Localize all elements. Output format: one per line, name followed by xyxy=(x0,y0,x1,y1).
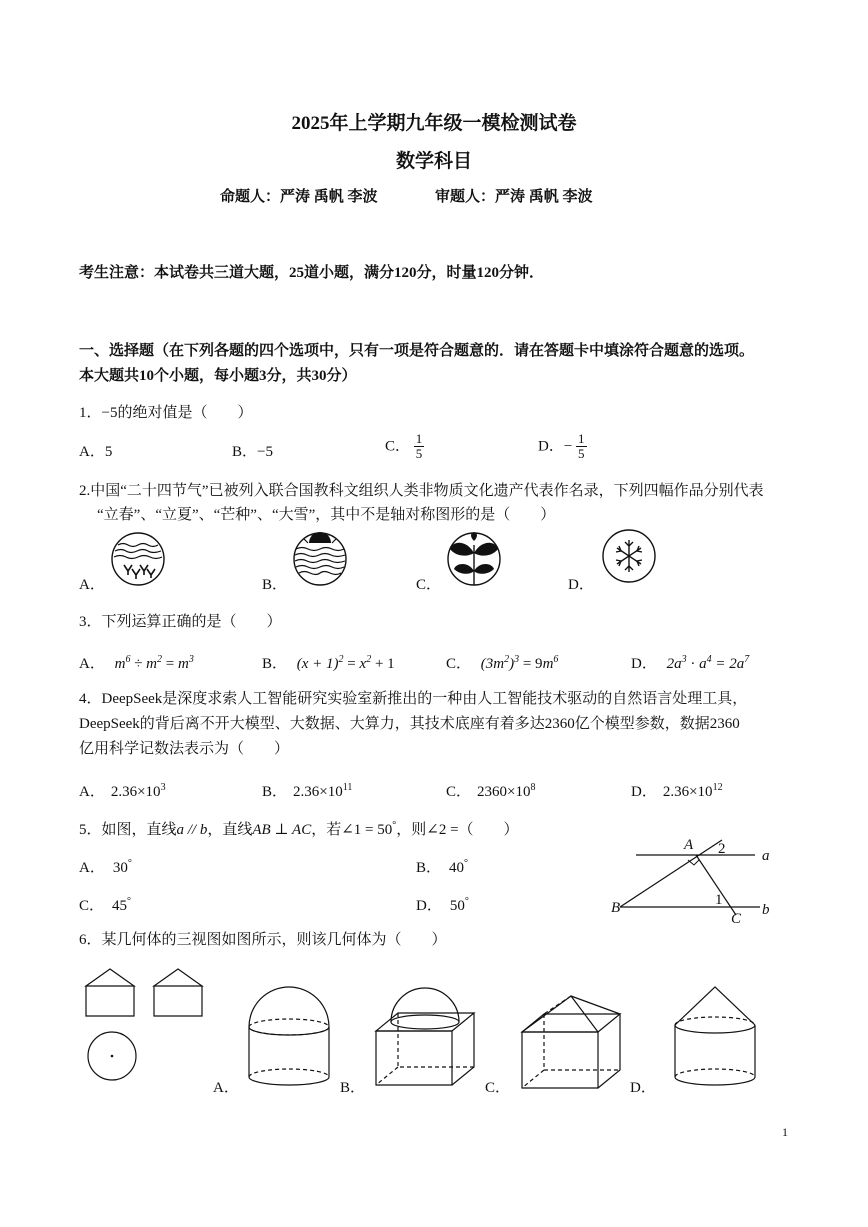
q1-option-d xyxy=(538,432,587,461)
q6-label-a: A． xyxy=(213,1080,239,1096)
solar-term-mangzhong-figure xyxy=(446,531,502,587)
q3-c-t6: 6 xyxy=(553,654,559,665)
q3-a-expression xyxy=(115,656,194,672)
q3-option-d xyxy=(631,649,749,675)
q4-c-label: C． xyxy=(446,784,472,800)
q3-option-a xyxy=(79,649,194,675)
q3-b-t1: 2 xyxy=(338,654,344,665)
page-number: 1 xyxy=(782,1125,788,1139)
q5-a-label: A． xyxy=(79,860,105,876)
q5-stem xyxy=(79,815,519,841)
q6-option-b-solid xyxy=(374,991,478,1087)
q2-label-a: A． xyxy=(79,577,105,593)
q3-d-t1: 3 xyxy=(681,654,687,665)
q3-d-t4: 4 xyxy=(706,654,712,665)
q2-label-d: D． xyxy=(568,577,594,593)
q4-a-base: 2.36×10 xyxy=(110,784,161,800)
q5-stem-end: ，则∠2 =（ ） xyxy=(396,822,519,838)
q5-stem-perp: AB ⊥ AC xyxy=(252,822,312,838)
q5-stem-degree: ° xyxy=(392,820,397,831)
q5-a-value: 30 xyxy=(112,860,128,876)
q2-stem-line1: 2.中国“二十四节气”已被列入联合国教科文组织人类非物质文化遗产代表作名录，下列四幅作品分别代表 xyxy=(79,483,764,499)
q3-b-t3: x xyxy=(359,656,367,672)
q5-d-value: 50 xyxy=(449,898,465,914)
solar-term-lixia-figure xyxy=(292,531,348,587)
q3-d-t5: = 2a xyxy=(711,656,745,672)
q1-option-d-label: D．− xyxy=(538,438,573,455)
q6-option-a-solid xyxy=(247,983,331,1091)
q5-a-degree: ° xyxy=(127,858,132,869)
right-angle-mark xyxy=(688,860,699,865)
q1-d-denominator: 5 xyxy=(578,446,585,461)
q4-option-a xyxy=(79,777,166,803)
q5-angle-2-label: 2 xyxy=(718,841,726,857)
q3-a-t0: m xyxy=(114,656,126,672)
q6-stem: 6．某几何体的三视图如图所示，则该几何体为（ ） xyxy=(79,932,447,948)
q3-option-b xyxy=(262,649,395,675)
q3-d-label: D． xyxy=(631,656,657,672)
q3-b-t0: (x + 1) xyxy=(296,656,339,672)
q6-label-c: C． xyxy=(485,1080,511,1096)
q3-b-t2: = xyxy=(343,656,360,672)
q3-b-label: B． xyxy=(262,656,288,672)
q4-stem-line3: 亿用科学记数法表示为（ ） xyxy=(79,741,290,757)
q5-stem-pre: 5．如图，直线 xyxy=(79,822,177,838)
q3-a-t3: m xyxy=(146,656,158,672)
section1-heading-line2: 本大题共10个小题，每小题3分，共30分） xyxy=(79,368,357,384)
q5-stem-mid: ，直线 xyxy=(207,822,253,838)
q3-d-t2: · xyxy=(686,656,700,672)
q4-b-label: B． xyxy=(262,784,288,800)
q3-a-t7: 3 xyxy=(188,654,194,665)
q1-option-c xyxy=(385,432,424,461)
q4-stem-line1: 4．DeepSeek是深度求索人工智能研究实验室新推出的一种由人工智能技术驱动的自然语言处理工具， xyxy=(79,691,748,707)
q5-option-d xyxy=(416,891,469,917)
q3-a-t1: 6 xyxy=(125,654,131,665)
q5-angle-1-label: 1 xyxy=(715,892,723,908)
q3-c-expression xyxy=(481,656,559,672)
q5-line-b-label: b xyxy=(762,902,770,918)
q3-b-t4: 2 xyxy=(366,654,372,665)
q4-a-exp: 3 xyxy=(160,782,166,793)
q3-d-expression xyxy=(667,656,750,672)
section1-heading-line1: 一、选择题（在下列各题的四个选项中，只有一项是符合题意的．请在答题卡中填涂符合题意的选项。 xyxy=(79,343,755,359)
exam-notice: 考生注意：本试卷共三道大题，25道小题，满分120分，时量120分钟． xyxy=(79,265,545,281)
q2-label-b: B． xyxy=(262,577,288,593)
q4-c-exp: 8 xyxy=(530,782,536,793)
q3-a-label: A． xyxy=(79,656,105,672)
q3-d-t6: 7 xyxy=(744,654,750,665)
q5-option-c xyxy=(79,891,131,917)
q3-a-t2: ÷ xyxy=(130,656,147,672)
q5-b-value: 40 xyxy=(449,860,465,876)
q1-stem: 1．−5的绝对值是（ ） xyxy=(79,405,253,421)
q4-b-base: 2.36×10 xyxy=(293,784,343,800)
q1-d-numerator: 1 xyxy=(578,431,585,446)
q2-label-c: C． xyxy=(416,577,442,593)
q6-option-c-solid xyxy=(520,994,624,1090)
q1-c-numerator: 1 xyxy=(415,431,423,446)
q5-c-degree: ° xyxy=(127,896,132,907)
q3-c-t0: (3m xyxy=(480,656,505,672)
q1-option-b: B．−5 xyxy=(232,444,273,460)
q5-point-a: A xyxy=(684,837,694,853)
authors: 命题人：严涛 禹帆 李波 xyxy=(220,189,378,205)
q3-a-t5: = xyxy=(162,656,178,672)
q1-option-c-label: C． xyxy=(385,438,411,455)
q5-c-label: C． xyxy=(79,898,105,914)
q4-a-label: A． xyxy=(79,784,105,800)
q5-point-b: B xyxy=(611,900,621,916)
q5-d-degree: ° xyxy=(464,896,469,907)
q3-c-t2: ) xyxy=(509,656,515,672)
q5-option-b xyxy=(416,853,468,879)
q1-option-a: A．5 xyxy=(79,444,113,460)
q5-b-label: B． xyxy=(416,860,442,876)
q4-stem-line2: DeepSeek的背后离不开大模型、大数据、大算力，其技术底座有着多达2360亿个模型参数，数据2360 xyxy=(79,716,740,732)
q6-label-d: D． xyxy=(630,1080,656,1096)
q3-d-t3: a xyxy=(699,656,707,672)
q5-b-degree: ° xyxy=(464,858,469,869)
q5-stem-angle: ∠1 = 50 xyxy=(341,822,393,838)
q1-option-c-fraction xyxy=(414,432,425,461)
q4-d-exp: 12 xyxy=(712,782,723,793)
q6-label-b: B． xyxy=(340,1080,366,1096)
q3-a-t4: 2 xyxy=(157,654,163,665)
front-view xyxy=(86,969,134,1016)
q3-c-t1: 2 xyxy=(504,654,510,665)
q3-c-t3: 3 xyxy=(514,654,520,665)
q3-c-t5: m xyxy=(542,656,554,672)
side-view xyxy=(154,969,202,1016)
q3-option-c xyxy=(446,649,558,675)
q1-option-d-fraction xyxy=(576,432,587,461)
q4-d-label: D． xyxy=(631,784,657,800)
solar-term-lichun-figure xyxy=(110,531,166,587)
solar-term-daxue-figure xyxy=(601,528,657,584)
reviewers: 审题人：严涛 禹帆 李波 xyxy=(435,189,593,205)
q5-d-label: D． xyxy=(416,898,442,914)
q5-c-value: 45 xyxy=(112,898,128,914)
q5-option-a xyxy=(79,853,132,879)
q6-three-views-figure xyxy=(84,968,208,1078)
q4-b-exp: 11 xyxy=(342,782,353,793)
q3-d-t0: 2a xyxy=(666,656,682,672)
page-subtitle: 数学科目 xyxy=(395,151,472,172)
q3-stem: 3．下列运算正确的是（ ） xyxy=(79,614,282,630)
q5-stem-mid2: ，若 xyxy=(311,822,342,838)
line-ab xyxy=(620,840,722,907)
q4-option-d xyxy=(631,777,723,803)
q6-option-d-solid xyxy=(673,985,757,1089)
q4-c-base: 2360×10 xyxy=(477,784,531,800)
q4-d-base: 2.36×10 xyxy=(662,784,713,800)
q5-line-a-label: a xyxy=(762,848,770,864)
q5-point-c: C xyxy=(731,911,742,927)
q4-option-c xyxy=(446,777,535,803)
q4-option-b xyxy=(262,777,352,803)
q3-c-label: C． xyxy=(446,656,472,672)
q3-b-t5: + 1 xyxy=(371,656,395,672)
q3-c-t4: = 9 xyxy=(519,656,543,672)
q2-stem-line2: “立春”、“立夏”、“芒种”、“大雪”，其中不是轴对称图形的是（ ） xyxy=(97,507,556,523)
q3-b-expression xyxy=(297,656,395,672)
q5-stem-parallel: a // b xyxy=(176,822,208,838)
page-title: 2025年上学期九年级一模检测试卷 xyxy=(291,113,577,134)
q3-a-t6: m xyxy=(177,656,189,672)
q1-c-denominator: 5 xyxy=(415,446,423,461)
